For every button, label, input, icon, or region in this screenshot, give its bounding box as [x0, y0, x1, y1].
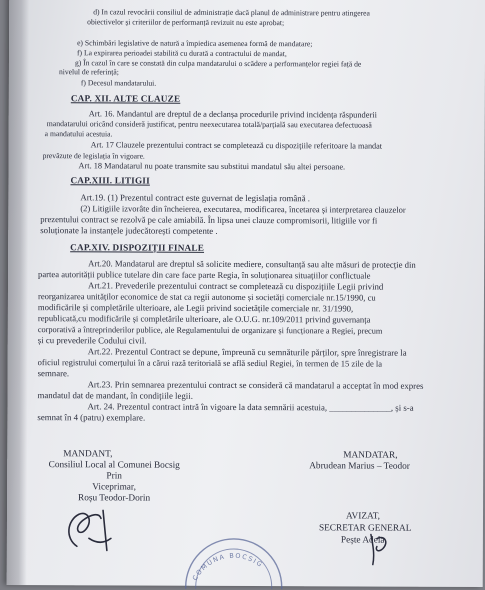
art22-line1: Art.22. Prezentul Contract se depune, împreună cu semnăturile părților, spre înregistrare la [87, 346, 407, 358]
art17-line1: Art. 17 Clauzele prezentului contract se completează cu dispozițiile referitoare la mandat [90, 140, 383, 151]
art18-line: Art. 18 Mandatarul nu poate transmite sau substitui mandatul său altei persoane. [78, 161, 346, 172]
art22-line3: semnare. [37, 368, 70, 379]
section-heading-cap12: CAP. XII. ALTE CLAUZE [70, 93, 181, 104]
list-item-g: g) În cazul în care se constată din culpa mandatarului o scădere a performanțelor regiei față de [74, 58, 362, 69]
list-item-f2: f) Decesul mandatarului. [80, 78, 157, 88]
art20-line2: partea autorității publice tutelare din care face parte Regia, în soluționarea situațiilor conflictuale [38, 269, 371, 281]
art23-line1: Art.23. Prin semnarea prezentului contract se consideră că mandatarul a acceptat în mod expres [87, 379, 424, 391]
mandant-handwritten-signature [59, 498, 129, 558]
mandant-role: Viceprimar, [92, 482, 137, 493]
art21-line3: modificările și completările ulterioare, ale Legii privind societățile comerciale nr. 31/1990, [37, 302, 354, 314]
list-item-g-cont: nivelul de referință; [58, 67, 119, 77]
list-item-d: d) In cazul revocării consiliul de administrație dacă planul de administrare pentru atingerea [93, 7, 370, 18]
stamp-text: COMUNA BOCSIG [190, 551, 265, 582]
art24-line2: semnat în 4 (patru) exemplare. [37, 412, 146, 423]
mandant-institution: Consiliul Local al Comunei Bocsig [48, 460, 180, 471]
list-item-f: f) La expirarea perioadei stabilită cu durată a contractului de mandat, [77, 48, 287, 59]
art21-line4: republicată,cu modificările și completările ulterioare, ale O.U.G. nr.109/2011 privind guvernanța [37, 313, 371, 325]
mandant-name: Roșu Teodor-Dorin [78, 493, 151, 504]
list-item-e: e) Schimbări legislative de natură a împiedica asemenea formă de mandatare; [77, 38, 313, 49]
svg-text:COMUNA BOCSIG [191, 551, 265, 582]
art20-line1: Art.20. Mandatarul are dreptul să solicite mediere, consultanță sau alte măsuri de protecție din [88, 258, 416, 270]
secretar-name: Pește Adela [340, 535, 385, 546]
official-stamp [179, 519, 289, 589]
art16-line2: mandatarului oricând consideră justificat, pentru neexecutarea totală/parțială sau executarea defectuoasă [46, 119, 372, 130]
art21-line5: corporativă a întreprinderilor publice, ale Regulamentului de organizare și funcționare a Regiei, precum [37, 325, 383, 336]
mandatar-title: MANDATAR, [343, 450, 398, 461]
secretar-handwritten-signature [359, 528, 399, 570]
art19-line1: Art.19. (1) Prezentul contract este guvernat de legislația română . [80, 192, 311, 204]
art16-line3: a mandatului acestuia. [44, 129, 113, 139]
mandatar-name: Abrudean Marius – Teodor [309, 461, 410, 472]
mandant-title: MANDANT, [63, 449, 113, 460]
art23-line2: mandatul dat de mandant, în condițiile legii. [37, 390, 193, 401]
section-heading-cap14: CAP.XIV. DISPOZIȚII FINALE [70, 242, 205, 253]
section-heading-cap13: CAP.XIII. LITIGII [70, 175, 150, 186]
art17-line2: prevăzute de legislația în vigoare. [42, 151, 145, 161]
art21-line2: reorganizarea unităților economice de stat ca regii autonome și societăți comerciale nr.15/1990, cu [37, 291, 376, 303]
mandant-prin: Prin [106, 471, 122, 482]
secretar-role: SECRETAR GENERAL [318, 523, 412, 534]
art24-line1: Art. 24. Prezentul contract intră în vigoare la data semnării acestuia, ______________, și s-a [87, 401, 414, 413]
art22-line2: oficiul registrului comerțului în a cărui rază teritorială se află sediul Regiei, în termen de 15 zile de la [37, 357, 383, 369]
art21-line1: Art.21. Prevederile prezentului contract se completează cu dispozițiile Legii privind [87, 280, 384, 292]
art19-line2: (2) Litigiile izvorâte din încheierea, executarea, modificarea, încetarea și interpretarea clauzelor [80, 203, 406, 215]
art19-line3: prezentului contract se rezolvă pe cale amiabilă. În lipsa unei clauze compromisorii, litigiile vor fi [40, 214, 378, 226]
list-item-d-cont: obiectivelor și criteriilor de performanță revizuit nu este aprobat; [87, 17, 285, 28]
avizat-title: AVIZAT, [345, 511, 381, 522]
art21-line6: și cu prevederile Codului civil. [37, 335, 147, 346]
art19-line4: soluționate la instanțele judecătorești competente . [40, 225, 218, 236]
document-page [7, 0, 485, 587]
art16-line1: Art. 16. Mandantul are dreptul de a declanșa procedurile privind incidența răspunderii [88, 109, 377, 120]
